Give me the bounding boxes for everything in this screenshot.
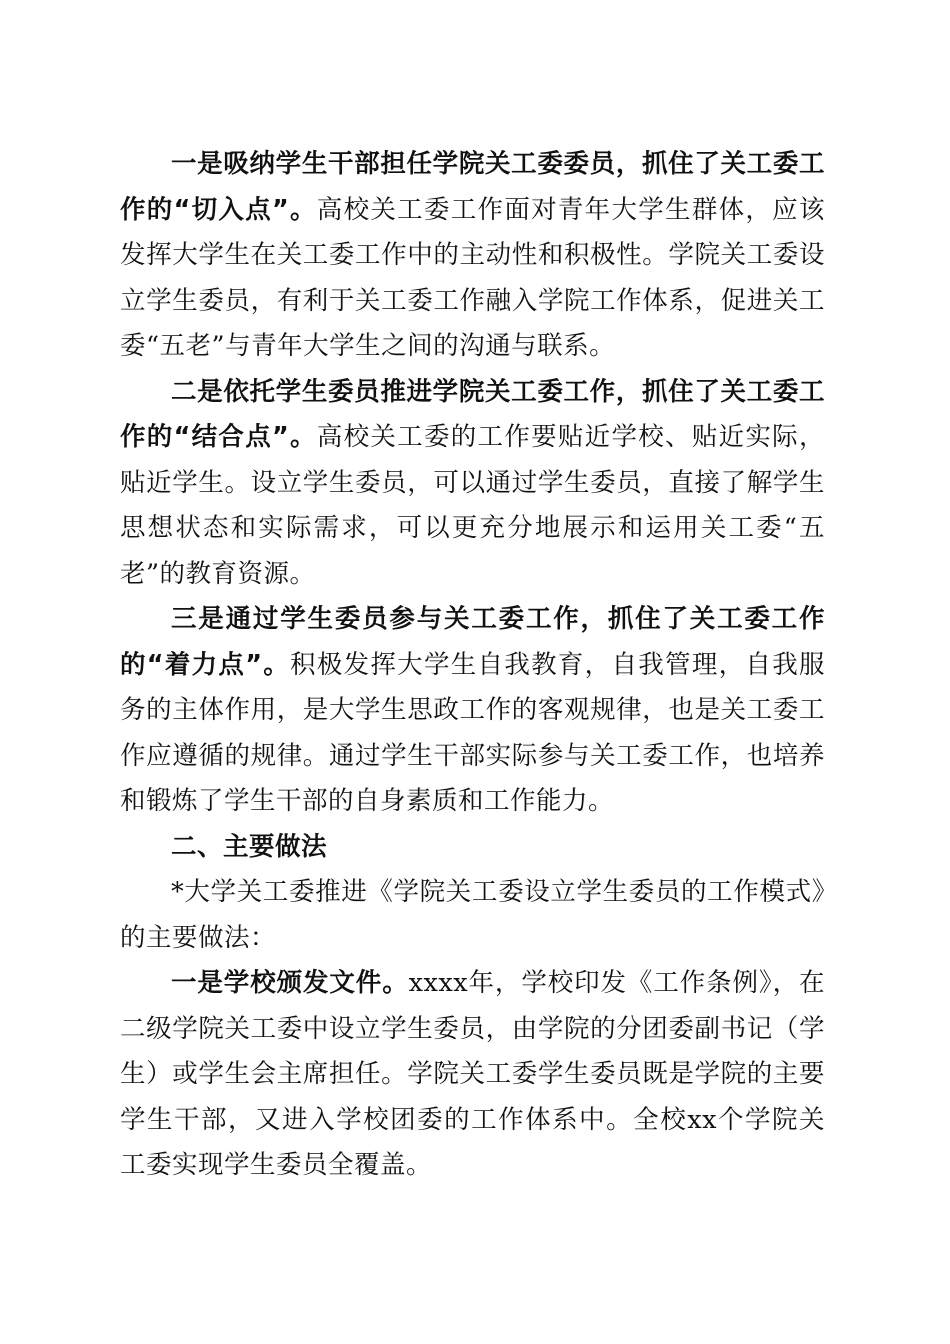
paragraph-1 (120, 142, 825, 370)
intro-paragraph: *大学关工委推进《学院关工委设立学生委员的工作模式》的主要做法： (120, 877, 825, 953)
paragraph-3 (120, 597, 825, 825)
item-1-lead: 一是学校颁发文件。 (171, 968, 409, 998)
paragraph-1-lead: 一是吸纳学生干部担任学院关工委委员，抓住了关工委工作的“切入点”。 (120, 149, 825, 225)
item-1-body: xxxx年，学校印发《工作条例》，在二级学院关工委中设立学生委员，由学院的分团委副书记（学生）或学生会主席担任。学院关工委学生委员既是学院的主要学生干部，又进入学校团委的工作体系中。全校xx个学院关工委实现学生委员全覆盖。 (120, 968, 825, 1180)
paragraph-3-body: 积极发挥大学生自我教育，自我管理，自我服务的主体作用，是大学生思政工作的客观规律，也是关工委工作应遵循的规律。通过学生干部实际参与关工委工作，也培养和锻炼了学生干部的自身素质和工作能力。 (120, 649, 825, 816)
section-heading: 二、主要做法 (171, 831, 328, 862)
paragraph-2 (120, 370, 825, 598)
document-page (120, 142, 825, 1189)
paragraph-2-lead: 二是依托学生委员推进学院关工委工作，抓住了关工委工作的“结合点”。 (120, 376, 825, 452)
item-1-paragraph (120, 961, 825, 1189)
paragraph-2-body: 高校关工委的工作要贴近学校、贴近实际，贴近学生。设立学生委员，可以通过学生委员，直接了解学生思想状态和实际需求，可以更充分地展示和运用关工委“五老”的教育资源。 (120, 422, 825, 589)
paragraph-1-body: 高校关工委工作面对青年大学生群体，应该发挥大学生在关工委工作中的主动性和积极性。学院关工委设立学生委员，有利于关工委工作融入学院工作体系，促进关工委“五老”与青年大学生之间的沟通与联系。 (120, 194, 825, 361)
paragraph-3-lead: 三是通过学生委员参与关工委工作，抓住了关工委工作的“着力点”。 (120, 604, 825, 680)
